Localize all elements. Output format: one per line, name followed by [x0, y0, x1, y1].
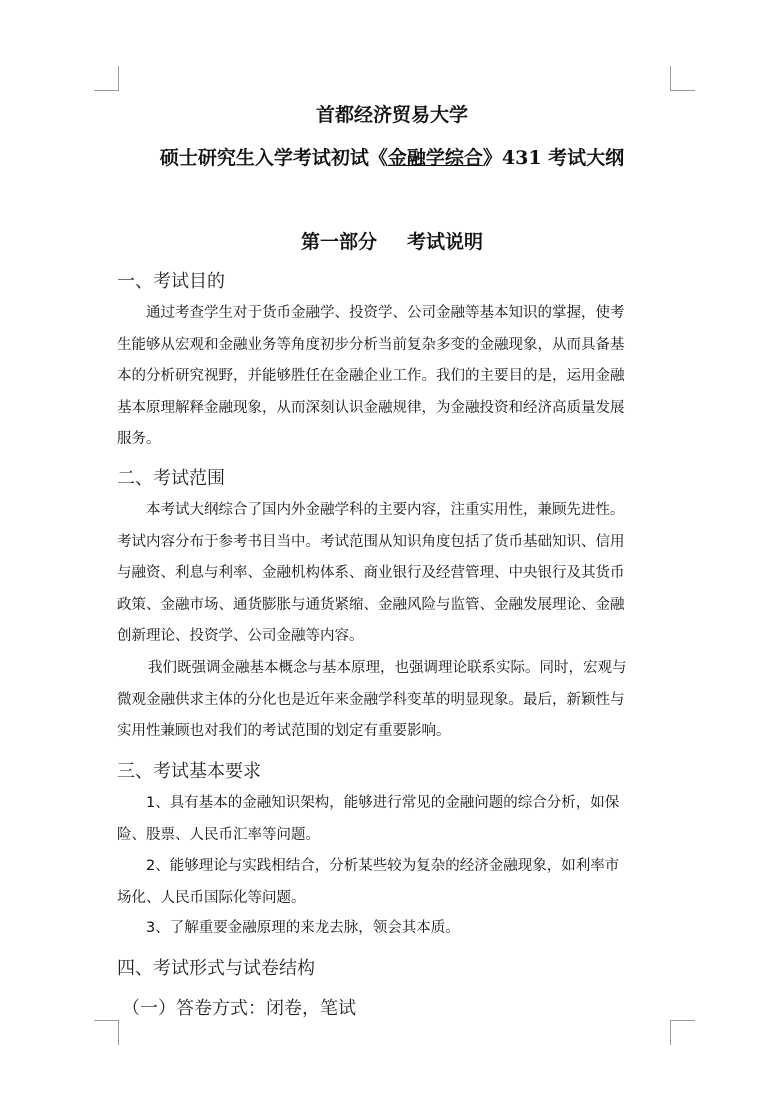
section-heading-requirements: 三、考试基本要求 — [117, 761, 261, 782]
requirement-item-1 — [117, 788, 673, 851]
title-suffix: 》431 考试大纲 — [482, 147, 625, 169]
crop-mark-bottom-right — [670, 1020, 695, 1045]
university-title: 首都经济贸易大学 — [315, 104, 468, 126]
part-name: 考试说明 — [407, 231, 484, 253]
part-label: 第一部分 — [300, 231, 377, 253]
text-line: 1、具有基本的金融知识架构，能够进行常见的金融问题的综合分析，如保 — [146, 795, 620, 811]
requirement-item-3 — [117, 913, 673, 945]
objective-paragraph — [117, 298, 673, 456]
text-line: 本的分析研究视野，并能够胜任在金融企业工作。我们的主要目的是，运用金融 — [117, 368, 625, 384]
text-line: 2、能够理论与实践相结合，分析某些较为复杂的经济金融现象，如利率市 — [146, 858, 620, 874]
text-line: 与融资、利息与利率、金融机构体系、商业银行及经营管理、中央银行及其货币 — [117, 565, 625, 581]
crop-mark-top-left — [94, 66, 119, 91]
format-subheading: （一）答卷方式：闭卷，笔试 — [122, 998, 356, 1019]
exam-outline-title — [0, 143, 784, 170]
section-heading-format: 四、考试形式与试卷结构 — [117, 958, 315, 979]
title-prefix: 硕士研究生入学考试初试《 — [159, 147, 388, 169]
section-heading-scope: 二、考试范围 — [117, 468, 225, 489]
text-line: 创新理论、投资学、公司金融等内容。 — [117, 628, 364, 644]
text-line: 考试内容分布于参考书目当中。考试范围从知识角度包括了货币基础知识、信用 — [117, 533, 625, 550]
section-heading-objective: 一、考试目的 — [117, 271, 225, 292]
text-line: 微观金融供求主体的分化也是近年来金融学科变革的明显现象。最后，新颖性与 — [117, 691, 625, 708]
crop-mark-top-right — [670, 66, 695, 91]
text-line: 本考试大纲综合了国内外金融学科的主要内容，注重实用性，兼顾先进性。 — [146, 502, 625, 518]
crop-mark-bottom-left — [94, 1020, 119, 1045]
text-line: 服务。 — [117, 431, 161, 447]
text-line: 通过考查学生对于货币金融学、投资学、公司金融等基本知识的掌握，使考 — [146, 305, 625, 321]
scope-paragraph-1 — [117, 495, 673, 653]
text-line: 生能够从宏观和金融业务等角度初步分析当前复杂多变的金融现象，从而具备基 — [117, 336, 625, 353]
text-line: 3、了解重要金融原理的来龙去脉，领会其本质。 — [146, 920, 460, 936]
requirement-item-2 — [117, 851, 673, 914]
text-line: 场化、人民币国际化等问题。 — [117, 889, 306, 906]
text-line: 险、股票、人民币汇率等问题。 — [117, 826, 320, 843]
part-heading — [0, 227, 784, 254]
title-subject: 金融学综合 — [387, 147, 483, 169]
text-line: 政策、金融市场、通货膨胀与通货紧缩、金融风险与监管、金融发展理论、金融 — [117, 596, 625, 613]
text-line: 实用性兼顾也对我们的考试范围的划定有重要影响。 — [117, 723, 451, 739]
scope-paragraph-2 — [117, 653, 673, 748]
text-line: 基本原理解释金融现象，从而深刻认识金融规律，为金融投资和经济高质量发展 — [117, 399, 625, 416]
text-line: 我们既强调金融基本概念与基本原理，也强调理论联系实际。同时，宏观与 — [148, 660, 627, 676]
